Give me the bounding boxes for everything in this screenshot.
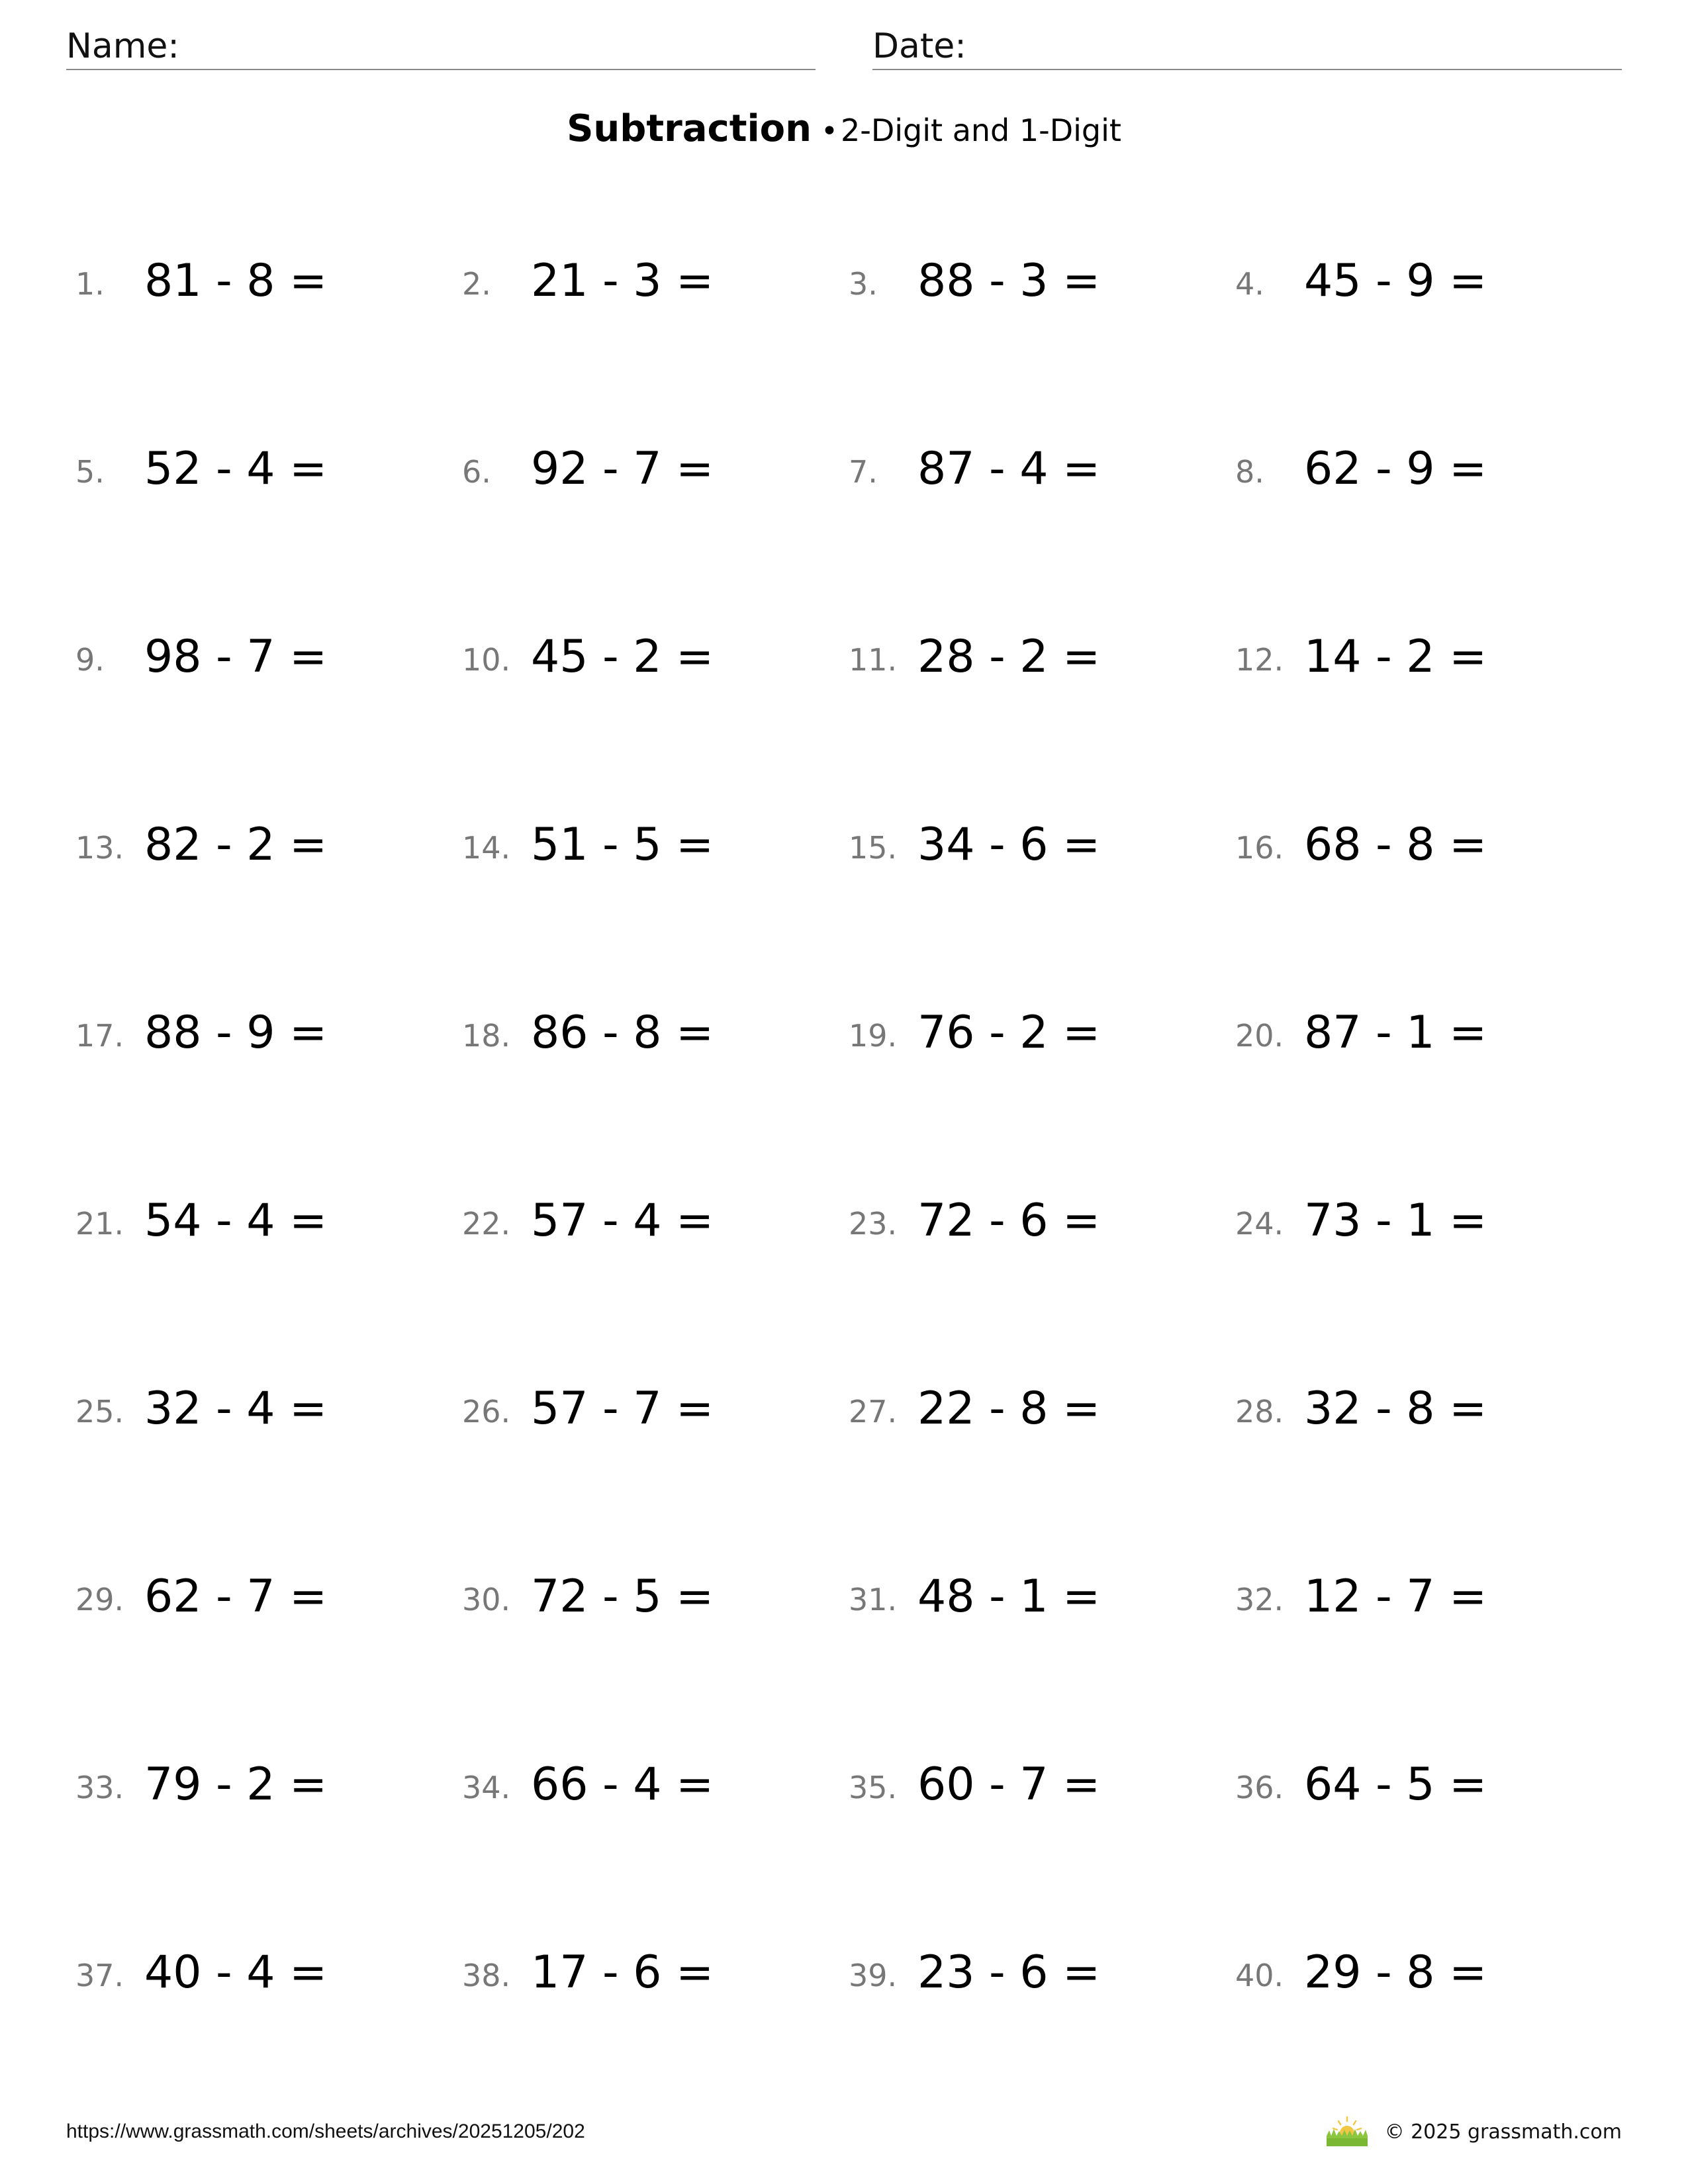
problem-item (849, 1379, 1193, 1439)
problem-item (75, 627, 420, 687)
problem-number: 35. (849, 1770, 898, 1805)
problem-item (849, 251, 1193, 311)
problem-expression: 87 - 1 = (1304, 1007, 1487, 1059)
problem-item (462, 1379, 806, 1439)
problem-number: 5. (75, 454, 105, 490)
problem-item (1235, 1755, 1579, 1815)
problem-item (75, 1003, 420, 1063)
problem-item (849, 1943, 1193, 2003)
problem-number: 25. (75, 1394, 124, 1430)
problem-expression: 34 - 6 = (917, 819, 1101, 871)
problem-expression: 68 - 8 = (1304, 819, 1487, 871)
problem-item (1235, 1003, 1579, 1063)
problem-number: 14. (462, 830, 511, 866)
problem-expression: 32 - 8 = (1304, 1383, 1487, 1435)
problem-item (75, 251, 420, 311)
problem-number: 20. (1235, 1018, 1284, 1054)
problem-number: 12. (1235, 642, 1284, 678)
problem-expression: 66 - 4 = (531, 1758, 714, 1811)
copyright-text: © 2025 grassmath.com (1384, 2120, 1622, 2144)
problem-expression: 21 - 3 = (531, 255, 714, 307)
problem-item (1235, 1567, 1579, 1627)
problem-number: 26. (462, 1394, 511, 1430)
problem-item (1235, 1943, 1579, 2003)
problem-number: 36. (1235, 1770, 1284, 1805)
problem-expression: 40 - 4 = (144, 1946, 328, 1999)
problem-expression: 88 - 9 = (144, 1007, 328, 1059)
problem-item (849, 815, 1193, 875)
problem-number: 3. (849, 266, 878, 302)
problem-number: 13. (75, 830, 124, 866)
problem-number: 4. (1235, 266, 1264, 302)
problem-item (75, 1755, 420, 1815)
problem-number: 39. (849, 1958, 898, 1993)
problem-number: 17. (75, 1018, 124, 1054)
problem-item (1235, 251, 1579, 311)
problem-item (75, 439, 420, 499)
problem-expression: 29 - 8 = (1304, 1946, 1487, 1999)
problem-number: 31. (849, 1582, 898, 1617)
problem-number: 30. (462, 1582, 511, 1617)
problem-item (462, 627, 806, 687)
problem-item (849, 1755, 1193, 1815)
problem-number: 22. (462, 1206, 511, 1242)
problem-expression: 98 - 7 = (144, 631, 328, 683)
problem-number: 2. (462, 266, 491, 302)
problem-expression: 22 - 8 = (917, 1383, 1101, 1435)
problem-item (849, 1567, 1193, 1627)
problem-number: 33. (75, 1770, 124, 1805)
problem-number: 32. (1235, 1582, 1284, 1617)
footer-url: https://www.grassmath.com/sheets/archives/20251205/202 (66, 2120, 585, 2142)
problem-expression: 17 - 6 = (531, 1946, 714, 1999)
problem-number: 16. (1235, 830, 1284, 866)
problem-expression: 64 - 5 = (1304, 1758, 1487, 1811)
problem-item (462, 1003, 806, 1063)
problem-item (1235, 439, 1579, 499)
problem-expression: 87 - 4 = (917, 443, 1101, 495)
problem-number: 11. (849, 642, 898, 678)
problem-expression: 57 - 7 = (531, 1383, 714, 1435)
problem-expression: 52 - 4 = (144, 443, 328, 495)
problem-item (1235, 627, 1579, 687)
problem-number: 18. (462, 1018, 511, 1054)
title-subtitle: 2-Digit and 1-Digit (840, 113, 1121, 148)
problem-item (849, 1191, 1193, 1251)
problem-item (75, 1567, 420, 1627)
problem-item (849, 1003, 1193, 1063)
sun-over-grass-icon (1325, 2116, 1369, 2148)
problem-item (1235, 815, 1579, 875)
problem-expression: 48 - 1 = (917, 1570, 1101, 1623)
problem-item (462, 1943, 806, 2003)
problem-item (1235, 1191, 1579, 1251)
name-label: Name: (66, 26, 179, 66)
problem-item (849, 627, 1193, 687)
date-label: Date: (872, 26, 966, 66)
problem-expression: 76 - 2 = (917, 1007, 1101, 1059)
problem-item (75, 1943, 420, 2003)
problem-expression: 81 - 8 = (144, 255, 328, 307)
problem-item (462, 251, 806, 311)
problem-number: 1. (75, 266, 105, 302)
problem-expression: 45 - 2 = (531, 631, 714, 683)
footer-brand (1325, 2115, 1622, 2148)
problem-expression: 23 - 6 = (917, 1946, 1101, 1999)
problem-expression: 51 - 5 = (531, 819, 714, 871)
problem-expression: 60 - 7 = (917, 1758, 1101, 1811)
problem-number: 9. (75, 642, 105, 678)
problem-number: 7. (849, 454, 878, 490)
problem-expression: 86 - 8 = (531, 1007, 714, 1059)
problem-number: 10. (462, 642, 511, 678)
problem-expression: 72 - 5 = (531, 1570, 714, 1623)
problem-number: 29. (75, 1582, 124, 1617)
problem-item (849, 439, 1193, 499)
title-main: Subtraction (567, 107, 812, 150)
problem-item (462, 1755, 806, 1815)
problem-expression: 62 - 9 = (1304, 443, 1487, 495)
problem-expression: 54 - 4 = (144, 1195, 328, 1247)
problem-expression: 57 - 4 = (531, 1195, 714, 1247)
problem-number: 37. (75, 1958, 124, 1993)
problem-expression: 72 - 6 = (917, 1195, 1101, 1247)
problem-number: 28. (1235, 1394, 1284, 1430)
problem-expression: 82 - 2 = (144, 819, 328, 871)
problem-item (75, 1191, 420, 1251)
problem-item (462, 815, 806, 875)
problem-item (462, 1191, 806, 1251)
problem-item (462, 439, 806, 499)
problem-number: 8. (1235, 454, 1264, 490)
problem-expression: 92 - 7 = (531, 443, 714, 495)
problem-number: 34. (462, 1770, 511, 1805)
problem-item (75, 1379, 420, 1439)
title-separator: • (821, 114, 838, 148)
problem-expression: 12 - 7 = (1304, 1570, 1487, 1623)
problem-item (1235, 1379, 1579, 1439)
problem-expression: 14 - 2 = (1304, 631, 1487, 683)
problem-expression: 73 - 1 = (1304, 1195, 1487, 1247)
problem-expression: 45 - 9 = (1304, 255, 1487, 307)
problem-number: 6. (462, 454, 491, 490)
problem-expression: 79 - 2 = (144, 1758, 328, 1811)
problem-number: 27. (849, 1394, 898, 1430)
problem-number: 24. (1235, 1206, 1284, 1242)
problem-number: 21. (75, 1206, 124, 1242)
problem-number: 19. (849, 1018, 898, 1054)
problem-number: 40. (1235, 1958, 1284, 1993)
problem-expression: 28 - 2 = (917, 631, 1101, 683)
problem-expression: 88 - 3 = (917, 255, 1101, 307)
problem-item (462, 1567, 806, 1627)
problem-expression: 62 - 7 = (144, 1570, 328, 1623)
problem-number: 38. (462, 1958, 511, 1993)
problem-number: 23. (849, 1206, 898, 1242)
problem-number: 15. (849, 830, 898, 866)
problem-expression: 32 - 4 = (144, 1383, 328, 1435)
problem-item (75, 815, 420, 875)
